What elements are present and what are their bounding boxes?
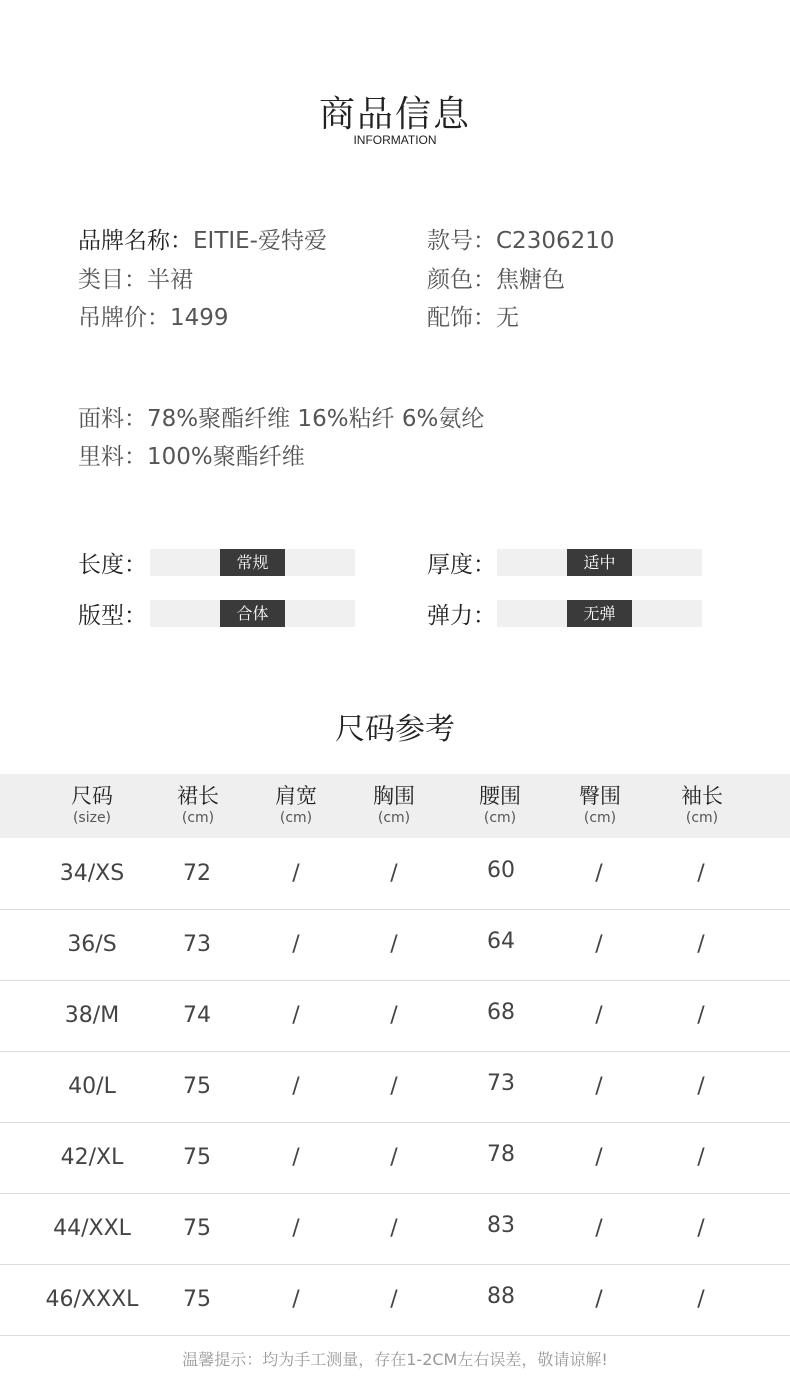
page-subtitle: INFORMATION [353, 133, 437, 147]
cell-size: 38/M [64, 1003, 120, 1028]
cell-sleeve: / [697, 1287, 705, 1312]
size-table-header [0, 774, 790, 838]
lining-info [78, 438, 305, 471]
cell-sleeve: / [697, 1145, 705, 1170]
cell-size: 40/L [68, 1074, 116, 1099]
cell-waist: 83 [487, 1213, 515, 1238]
cell-waist: 73 [487, 1071, 515, 1096]
measurement-note: 温馨提示：均为手工测量，存在1-2CM左右误差，敬请谅解! [182, 1350, 608, 1369]
cell-shoulder: / [292, 1003, 300, 1028]
thickness-value: 适中 [567, 549, 632, 576]
brand-info [78, 222, 327, 255]
price-value: 1499 [170, 305, 229, 331]
length-scale [150, 549, 355, 576]
lining-label: 里料： [78, 444, 147, 470]
fit-value: 合体 [220, 600, 285, 627]
table-row [0, 1122, 790, 1194]
color-label: 颜色： [427, 267, 496, 293]
fit-scale [150, 600, 355, 627]
elasticity-value: 无弹 [567, 600, 632, 627]
color-info [427, 261, 565, 294]
thickness-scale [497, 549, 702, 576]
cell-waist: 78 [487, 1142, 515, 1167]
style-number-value: C2306210 [496, 228, 615, 254]
category-label: 类目： [78, 267, 147, 293]
cell-bust: / [390, 1003, 398, 1028]
cell-skirt-length: 75 [183, 1287, 211, 1312]
cell-size: 42/XL [60, 1145, 124, 1170]
header-sleeve: 袖长 (cm) [681, 784, 723, 826]
header-skirt-length: 裙长 (cm) [177, 784, 219, 826]
table-row [0, 980, 790, 1052]
cell-skirt-length: 73 [183, 932, 211, 957]
cell-skirt-length: 75 [183, 1145, 211, 1170]
header-size: 尺码 (size) [71, 784, 113, 826]
cell-hip: / [595, 1074, 603, 1099]
brand-label: 品牌名称： [78, 228, 193, 254]
table-row [0, 1264, 790, 1336]
cell-size: 34/XS [59, 861, 125, 886]
fabric-info [78, 400, 484, 433]
cell-skirt-length: 72 [183, 861, 211, 886]
style-number-info [427, 222, 615, 255]
cell-shoulder: / [292, 1074, 300, 1099]
cell-hip: / [595, 1216, 603, 1241]
cell-shoulder: / [292, 861, 300, 886]
cell-sleeve: / [697, 932, 705, 957]
elasticity-label: 弹力： [427, 603, 496, 629]
cell-hip: / [595, 1287, 603, 1312]
cell-hip: / [595, 932, 603, 957]
page-title: 商品信息 [318, 94, 471, 135]
accessory-info [427, 299, 519, 332]
cell-sleeve: / [697, 1074, 705, 1099]
cell-skirt-length: 74 [183, 1003, 211, 1028]
cell-bust: / [390, 932, 398, 957]
cell-waist: 68 [487, 1000, 515, 1025]
table-row [0, 909, 790, 981]
size-table-title: 尺码参考 [335, 712, 455, 747]
category-value: 半裙 [147, 267, 193, 293]
color-value: 焦糖色 [496, 267, 565, 293]
cell-sleeve: / [697, 1003, 705, 1028]
cell-waist: 88 [487, 1284, 515, 1309]
thickness-label: 厚度： [427, 552, 496, 578]
table-row [0, 838, 790, 910]
cell-size: 36/S [67, 932, 117, 957]
cell-shoulder: / [292, 1216, 300, 1241]
category-info [78, 261, 193, 294]
cell-waist: 60 [487, 858, 515, 883]
cell-bust: / [390, 1216, 398, 1241]
cell-sleeve: / [697, 861, 705, 886]
cell-shoulder: / [292, 1145, 300, 1170]
cell-hip: / [595, 1003, 603, 1028]
length-value: 常规 [220, 549, 285, 576]
elasticity-scale [497, 600, 702, 627]
brand-value: EITIE-爱特爱 [193, 228, 327, 254]
cell-bust: / [390, 1145, 398, 1170]
header-hip: 臀围 (cm) [579, 784, 621, 826]
table-row [0, 1051, 790, 1123]
table-row [0, 1193, 790, 1265]
header-waist: 腰围 (cm) [479, 784, 521, 826]
cell-skirt-length: 75 [183, 1074, 211, 1099]
cell-waist: 64 [487, 929, 515, 954]
cell-shoulder: / [292, 1287, 300, 1312]
accessory-label: 配饰： [427, 305, 496, 331]
header-bust: 胸围 (cm) [373, 784, 415, 826]
cell-shoulder: / [292, 932, 300, 957]
accessory-value: 无 [496, 305, 519, 331]
cell-size: 44/XXL [53, 1216, 131, 1241]
cell-size: 46/XXXL [45, 1287, 139, 1312]
lining-value: 100%聚酯纤维 [147, 444, 305, 470]
cell-bust: / [390, 861, 398, 886]
fit-label: 版型： [78, 603, 147, 629]
length-label: 长度： [78, 552, 147, 578]
header-shoulder: 肩宽 (cm) [275, 784, 317, 826]
style-number-label: 款号： [427, 228, 496, 254]
fabric-value: 78%聚酯纤维 16%粘纤 6%氨纶 [147, 406, 485, 432]
cell-sleeve: / [697, 1216, 705, 1241]
cell-bust: / [390, 1287, 398, 1312]
fabric-label: 面料： [78, 406, 147, 432]
cell-bust: / [390, 1074, 398, 1099]
cell-hip: / [595, 861, 603, 886]
price-info [78, 299, 229, 332]
cell-hip: / [595, 1145, 603, 1170]
price-label: 吊牌价： [78, 305, 170, 331]
cell-skirt-length: 75 [183, 1216, 211, 1241]
